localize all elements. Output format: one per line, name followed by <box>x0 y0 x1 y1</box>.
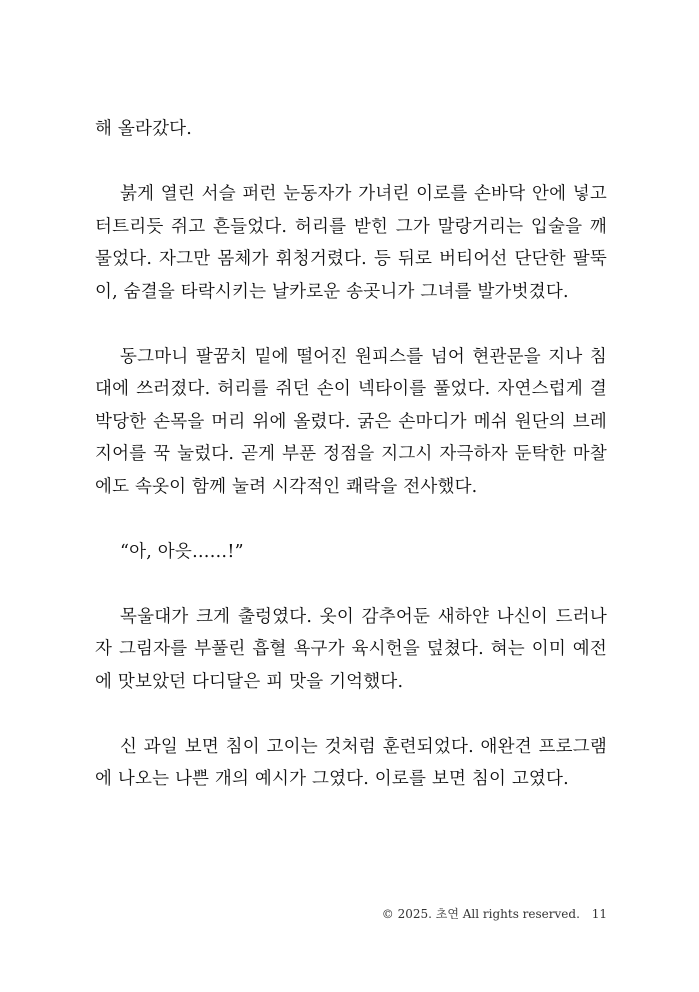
paragraph-gap <box>95 503 607 536</box>
paragraph-2: 붉게 열린 서슬 퍼런 눈동자가 가녀린 이로를 손바닥 안에 넣고 터트리듯 쥐고 흔들었다. 허리를 받힌 그가 말랑거리는 입술을 깨물었다. 자그만 몸체가 휘청거렸다. 등 뒤로 버티어선 단단한 팔뚝이, 숨결을 타락시키는 날카로운 송곳니가 그녀를 발가벗겼다. <box>95 184 607 302</box>
page-number: 11 <box>591 907 607 921</box>
page-footer <box>382 905 607 922</box>
copyright-notice: © 2025. 초연 All rights reserved. <box>381 907 580 921</box>
paragraph-gap <box>95 698 607 731</box>
paragraph-gap <box>95 308 607 341</box>
dialogue-line: “아, 아읏……!” <box>120 541 244 562</box>
paragraph-gap <box>95 568 607 601</box>
paragraph-6: 신 과일 보면 침이 고이는 것처럼 훈련되었다. 애완견 프로그램에 나오는 나쁜 개의 예시가 그였다. 이로를 보면 침이 고였다. <box>95 736 607 789</box>
paragraph-gap <box>95 146 607 179</box>
paragraph-5: 목울대가 크게 출렁였다. 옷이 감추어둔 새하얀 나신이 드러나자 그림자를 부풀린 흡혈 욕구가 육시헌을 덮쳤다. 혀는 이미 예전에 맛보았던 다디달은 피 맛을 기억했다. <box>95 606 607 692</box>
paragraph-1: 해 올라갔다. <box>95 119 193 139</box>
paragraph-3: 동그마니 팔꿈치 밑에 떨어진 원피스를 넘어 현관문을 지나 침대에 쓰러졌다. 허리를 쥐던 손이 넥타이를 풀었다. 자연스럽게 결박당한 손목을 머리 위에 올렸다. 굵은 손마디가 메쉬 원단의 브레지어를 꾹 눌렀다. 곧게 부푼 정점을 지그시 자극하자 둔탁한 마찰에도 속옷이 함께 눌려 시각적인 쾌락을 전사했다. <box>95 346 607 497</box>
body-text <box>95 113 607 796</box>
